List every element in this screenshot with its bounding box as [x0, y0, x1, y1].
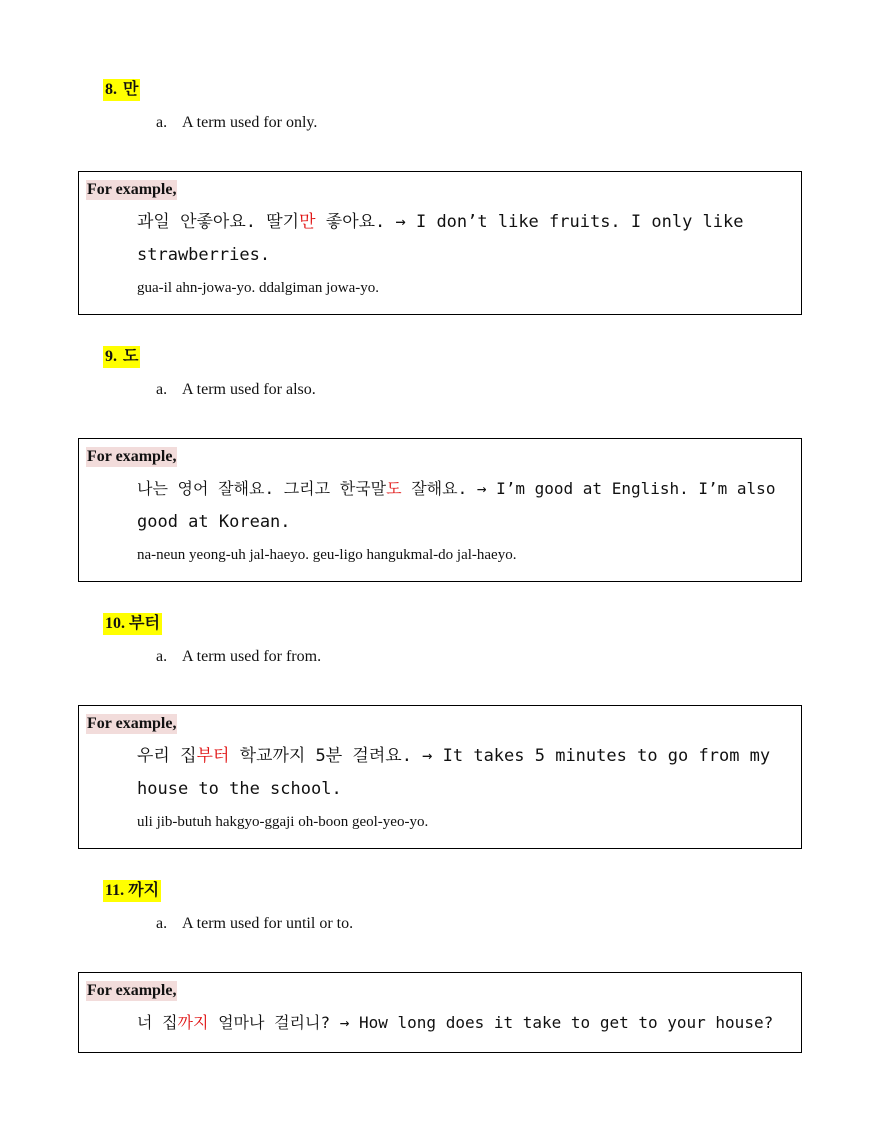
korean-term: 까지 — [128, 882, 160, 899]
section-heading-9 — [103, 346, 140, 368]
definition-item — [156, 914, 353, 934]
list-letter: a. — [156, 648, 168, 665]
romanization: na-neun yeong-uh jal-haeyo. geu-ligo hangukmal-do jal-haeyo. — [137, 547, 517, 563]
definition-text: A term used for until or to. — [182, 915, 354, 932]
example-box — [78, 705, 802, 849]
definition-text: A term used for also. — [182, 381, 316, 398]
section-heading-10 — [103, 613, 162, 635]
korean-term: 만 — [123, 81, 139, 98]
sentence-part: 과일 안좋아요. 딸기 — [137, 212, 300, 232]
section-heading-11 — [103, 880, 161, 902]
romanization: uli jib-butuh hakgyo-ggaji oh-boon geol-yeo-yo. — [137, 814, 429, 830]
example-label: For example, — [87, 181, 177, 198]
definition-item — [156, 380, 316, 400]
definition-text: A term used for only. — [182, 114, 318, 131]
sentence-part: 좋아요. → I don’t like fruits. I only like — [315, 212, 744, 232]
example-sentence — [137, 211, 744, 233]
korean-term: 도 — [123, 348, 139, 365]
korean-term: 부터 — [129, 615, 160, 632]
section-heading-8 — [103, 79, 140, 101]
sentence-part: 학교까지 5분 걸려요. → It takes 5 minutes to go from my — [229, 746, 771, 766]
highlighted-particle: 부터 — [196, 746, 230, 766]
example-label: For example, — [87, 448, 177, 465]
section-number: 10. — [105, 615, 125, 632]
section-number: 9. — [105, 348, 117, 365]
list-letter: a. — [156, 381, 168, 398]
sentence-part: 우리 집 — [137, 746, 197, 766]
sentence-part: 너 집 — [137, 1013, 178, 1032]
definition-text: A term used for from. — [182, 648, 322, 665]
example-sentence — [137, 1012, 773, 1034]
definition-item — [156, 647, 321, 667]
definition-item — [156, 113, 317, 133]
highlighted-particle: 도 — [386, 479, 402, 498]
highlighted-particle: 만 — [299, 212, 316, 232]
sentence-part: 나는 영어 잘해요. 그리고 한국말 — [137, 479, 387, 498]
example-sentence — [137, 745, 770, 767]
section-number: 11. — [105, 882, 125, 899]
sentence-part: 잘해요. → I’m good at English. I’m also — [401, 479, 776, 498]
list-letter: a. — [156, 915, 168, 932]
section-number: 8. — [105, 81, 117, 98]
translation-continuation: good at Korean. — [137, 512, 291, 532]
example-box — [78, 171, 802, 315]
translation-continuation: strawberries. — [137, 245, 271, 265]
example-box — [78, 438, 802, 582]
example-label: For example, — [87, 982, 177, 999]
translation-continuation: house to the school. — [137, 779, 342, 799]
list-letter: a. — [156, 114, 168, 131]
highlighted-particle: 까지 — [177, 1013, 209, 1032]
romanization: gua-il ahn-jowa-yo. ddalgiman jowa-yo. — [137, 280, 380, 296]
example-label: For example, — [87, 715, 177, 732]
example-box — [78, 972, 802, 1053]
example-sentence — [137, 478, 775, 500]
sentence-part: 얼마나 걸리니? → How long does it take to get to your house? — [208, 1013, 774, 1032]
